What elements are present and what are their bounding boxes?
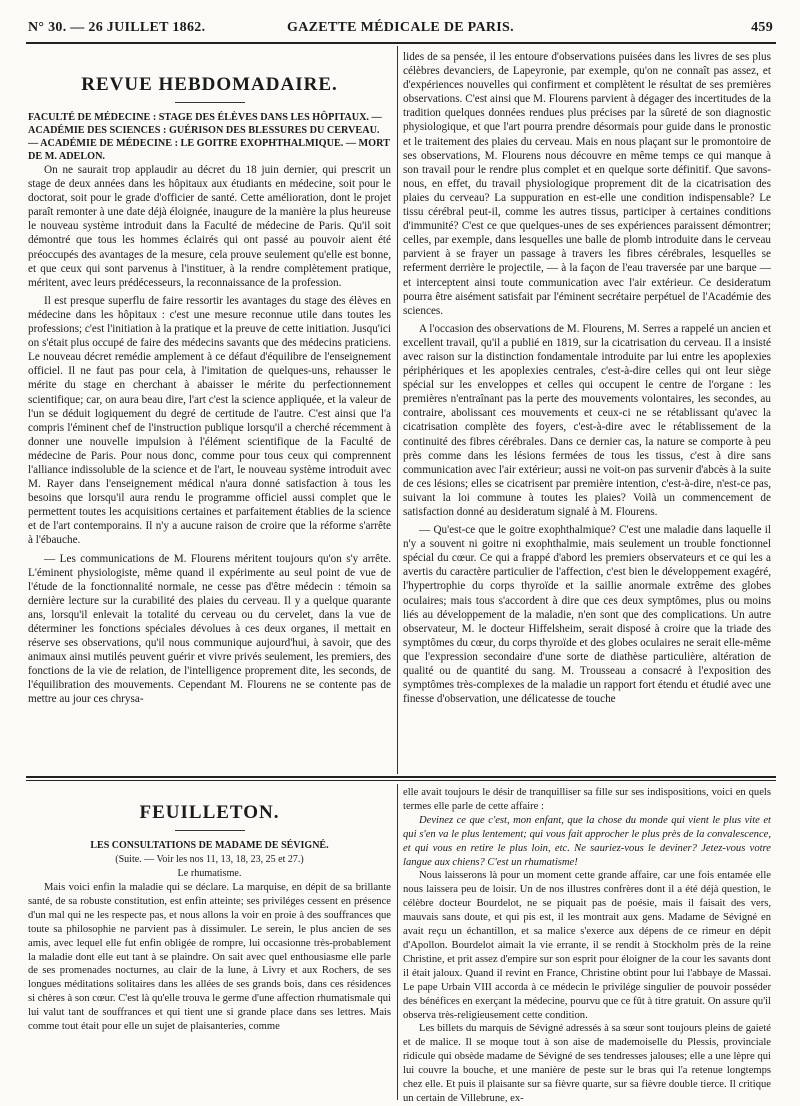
- feuilleton-title: FEUILLETON.: [139, 802, 280, 823]
- feuilleton-paragraph: Les billets du marquis de Sévigné adressés à sa sœur sont toujours pleins de gaieté et de malice. Il se moque tout à son aise de mademoiselle du Plessis, provinciale ridicule qui obsède madame de Sévigné de ses tendresses jalouses; elle a une lèpre qui lui couvre la bouche, et une manière de peste sur le bras qui l'a retenue longtemps chez elle. Et puis il plaisante sur sa fièvre quarte, sur sa fièvre double tierce. Il critique un certain de Villebrune, ex-: [403, 1023, 771, 1104]
- revue-paragraph: — Les communications de M. Flourens méritent toujours qu'on s'y arrête. L'éminent physiologiste, même quand il expérimente au seul point de vue de l'étude de la fonctionnalité normale, ne cesse pas d'être médecin : témoin sa dernière lecture sur la curabilité des plaies du cerveau. Il y a quelque quarante ans, lorsqu'il enlevait la totalité du cerveau ou du cervelet, dans la vue de déterminer les fonctions spéciales dévolues à ces deux organes, il mettait en réserve ses observations, qu'il nous communique aujourd'hui, à savoir, que des animaux ainsi mutilés peuvent guérir et vivre privés seulement, les premiers, des fonctions de la vie de relation, de l'intelligence proprement dite, les seconds, de l'équilibration des mouvements. Cependant M. Flourens ne se contente pas de mettre au jour ces chrysa-: [28, 552, 391, 706]
- feuilleton-reference: (Suite. — Voir les nos 11, 13, 18, 23, 25 et 27.): [115, 854, 304, 865]
- feuilleton-paragraph: elle avait toujours le désir de tranquilliser sa fille sur ses indispositions, voici en quels termes elle parle de cette affaire :: [403, 787, 771, 812]
- revue-paragraph: lides de sa pensée, il les entoure d'observations puisées dans les livres de ses plus célèbres devanciers, de Lapeyronie, par exemple, qu'on ne connaît pas assez, et d'expériences nouvelles qui confirment et complètent le résultat de ses premières observations. C'est ainsi que M. Flourens parvient à dégager des incertitudes de la tradition quelques données rendues plus précises par la sûreté de son diagnostic physiologique, et que l'art pourra prendre désormais pour guide dans le pronostic et le traitement des plaies du cerveau. Mais en nous plaçant sur le promontoire de ses observations, M. Flourens nous découvre en même temps ce qui manque à son travail pour le rendre plus complet et en quelque sorte définitif. Que savons-nous, en effet, du travail physiologique proprement dit de la cicatrisation des plaies du cerveau? La suppuration en est-elle une condition indispensable? Le tissu cérébral peut-il, comme les autres tissus, participer à certaines conditions d'immunité? C'est ce que quelques-unes de ses expériences paraissent démontrer; celles, par exemple, dans lesquelles une balle de plomb introduite dans le cerveau parvient à se frayer un passage à travers les fibres cérébrales, lesquelles se referment derrière le projectile, — à la façon de l'eau traversée par une barque — et interceptent ainsi toute communication avec l'air extérieur. Ce desideratum pourra être aisément satisfait par l'éminent secrétaire perpétuel de l'Académie des sciences.: [403, 51, 771, 317]
- issue-number: N° 30. — 26 JUILLET 1862.: [28, 20, 206, 35]
- revue-paragraph: Il est presque superflu de faire ressortir les avantages du stage des élèves en médecine dans les hôpitaux : c'est une mesure reconnue utile dans toutes les professions; c'est l'initiation à la pratique et la preuve de cette initiation. Jusqu'ici on s'était plus occupé de faire des médecins savants que des médecins praticiens. Le nouveau décret remédie amplement à ce défaut d'équilibre de l'enseignement officiel. Il ne faut pas pour cela, à l'imitation de quelques-uns, rehausser le mérite du stage en cherchant à abaisser le mérite du perfectionnement scientifique; car, on aura beau dire, l'art c'est la science appliquée, et la valeur de l'un se déduit logiquement du degré de certitude de l'autre. C'est ainsi que l'a compris l'éminent chef de l'instruction publique lorsqu'il a cherché récemment à donner une nouvelle impulsion à l'élément scientifique de la Faculté de médecine de Paris. Pour nous donc, comme pour tous ceux qui comprennent l'alliance indissoluble de la science et de l'art, le nouveau système introduit avec M. Rayer dans l'enseignement médical n'aura donné satisfaction à tous les besoins que lorsqu'il aura rendu le programme officiel aussi complet que le permettent toutes les acquisitions certaines et parfaitement établies de la science et de l'art contemporains. Il n'y a aucune raison de croire que la réforme s'arrête à l'ébauche.: [28, 294, 391, 547]
- revue-paragraph: On ne saurait trop applaudir au décret du 18 juin dernier, qui prescrit un stage de deux années dans les hôpitaux aux étudiants en médecine, soit pour le doctorat, soit pour le grade d'officier de santé. Cette amélioration, dont le projet paraît remonter à une date déjà éloignée, inaugure de la manière la plus heureuse le nouveau système introduit dans la Faculté de médecine de Paris. Qu'il soit démontré que tous les hommes éclairés qui ont passé au pouvoir aient été préoccupés des avantages de la mesure, cela prouve seulement qu'elle est bonne, et que ceux qui sont parvenus à l'instituer, à la rendre complètement pratique, méritent, avec leurs prédécesseurs, la reconnaissance de la profession.: [28, 164, 391, 289]
- title-divider: [175, 102, 245, 103]
- feuilleton-subtitle: LES CONSULTATIONS DE MADAME DE SÉVIGNÉ.: [90, 840, 329, 851]
- title-divider: [175, 830, 245, 831]
- feuilleton-paragraph: Mais voici enfin la maladie qui se déclare. La marquise, en dépit de sa brillante santé, de sa robuste constitution, est enfin atteinte; ses priviléges cessent en présence d'un mal qui ne les respecte pas, et nous allons la voir en proie à des souffrances que toute sa philosophie ne parvient pas à dissimuler. Le serein, le plus ancien de ses amis, avec lequel elle fut enfin obligée de rompre, lui occasionne très-probablement la maladie dont elle eut tant à se plaindre. On sait avec quel enthousiasme elle parle de ses promenades nocturnes, au clair de la lune, à Livry et aux Rochers, de ses longues méditations solitaires dans les allées de ses grands bois, dans ces résidences si chères à son cœur. C'est là qu'elle trouva le germe d'une affection rhumatismale qui lui valut tant de souffrances et qui tient une si grande place dans ses lettres. Mais comme tout était pour elle un sujet de plaisanteries, comme: [28, 882, 391, 1033]
- revue-paragraph: A l'occasion des observations de M. Flourens, M. Serres a rappelé un ancien et excellent travail, qu'il a publié en 1819, sur la cicatrisation du cerveau. Il a insisté avec raison sur la distinction fondamentale introduite par lui entre les apoplexies périphériques et les apoplexies centrales, c'est-à-dire celles qui ont leur siège spécial sur les enveloppes et celles qui occupent le centre de l'organe : les premières n'entraînant pas la perte des mouvements volontaires, les secondes, au contraire, abolissant ces mouvements et ceux-ci ne se rétablissant qu'avec la cicatrisation complète des foyers, c'est-à-dire avec le rétablissement de la continuité des fibres cérébrales. Dans ce dernier cas, la nature se comporte à peu près comme dans les lésions fermées de tous les tissus, c'est à dire sans communication avec l'air extérieur; aussi ne voit-on pas survenir d'abcès à la suite de ces lésions; elles se cicatrisent par première intention, c'est-à-dire, n'est-ce pas, suivant la loi commune à toutes les plaies? Voilà un commencement de satisfaction donné au desideratum signalé à M. Flourens.: [403, 322, 771, 518]
- feuilleton-right-column: [403, 786, 771, 1104]
- feuilleton-quote: Devinez ce que c'est, mon enfant, que la chose du monde qui vient le plus vite et qui s'en va le plus lentement; qui vous fait approcher le plus près de la convalescence, et qui vous en retire le plus loin, etc. Ne sauriez-vous le deviner? Jetez-vous votre langue aux chiens? C'est un rhumatisme!: [403, 814, 771, 868]
- column-divider: [397, 46, 398, 774]
- journal-title: GAZETTE MÉDICALE DE PARIS.: [287, 20, 514, 35]
- revue-right-column: [403, 50, 771, 772]
- feuilleton-left-column: [28, 786, 391, 1098]
- feuilleton-rule: [26, 776, 776, 778]
- column-divider: [397, 784, 398, 1100]
- revue-title: REVUE HEBDOMADAIRE.: [81, 74, 338, 95]
- page-number: 459: [751, 20, 773, 35]
- revue-summary: FACULTÉ DE MÉDECINE : STAGE DES ÉLÈVES DANS LES HÔPITAUX. — ACADÉMIE DES SCIENCES : GUÉRISON DES BLESSURES DU CERVEAU. — ACADÉMIE DE MÉDECINE : LE GOITRE EXOPHTHALMIQUE. — MORT DE M. ADELON.: [28, 112, 390, 162]
- revue-paragraph: — Qu'est-ce que le goitre exophthalmique? C'est une maladie dans laquelle il n'y a souvent ni goitre ni exophthalmie, mais seulement un trouble fonctionnel spécial du cœur. Ce qui a frappé d'abord les premiers observateurs et ce qui les a avertis du caractère particulier de l'affection, c'est bien le développement exagéré, l'hypertrophie du corps thyroïde et la saillie anormale extrême des globes oculaires; mais tous s'accordent à dire que ces deux symptômes, plus ou moins liés au développement de la maladie, n'en sont que des complications. Un autre observateur, M. le docteur Hiffelsheim, serait disposé à croire que la triade des symptômes du cœur, du corps thyroïde et des globes oculaires ne serait elle-même que l'expression secondaire d'une sorte de diathèse particulière, altération de qualité ou de quantité du sang. M. Trousseau a consacré à l'exposition des symptômes très-complexes de la maladie un rapport fort étendu et étudié avec une finesse d'observation, une délicatesse de touche: [403, 524, 771, 706]
- page-header: [28, 18, 773, 40]
- revue-left-column: [28, 50, 391, 772]
- section-heading: Le rhumatisme.: [177, 868, 242, 879]
- header-rule: [26, 42, 776, 44]
- feuilleton-rule-thin: [26, 780, 776, 781]
- feuilleton-paragraph: Nous laisserons là pour un moment cette grande affaire, car une fois entamée elle nous laissera peu de loisir. Un de nos illustres confrères dont il a été déjà question, le célèbre docteur Bourdelot, ne se piquait pas de poésie, mais il faisait des vers, mauvais sans doute, et qui pis est, il les montrait aux gens. Madame de Sévigné en avait reçu un échantillon, et sa malice s'exerce aux dépens de ce rimeur en dépit d'Apollon. Bourdelot aimait la vie errante, il se rendit à Stockholm près de la reine Christine, et prit assez d'empire sur son esprit pour éloigner de la cour les savants dont il était jaloux. Quand il revint en France, Christine obtint pour lui l'abbaye de Massai. Le pape Urbain VIII accorda à ce médecin le privilége singulier de pouvoir posséder des bénéfices en exerçant la médecine, pourvu que ce fût à titre gratuit. On assure qu'il observa très-religieusement cette condition.: [403, 870, 771, 1021]
